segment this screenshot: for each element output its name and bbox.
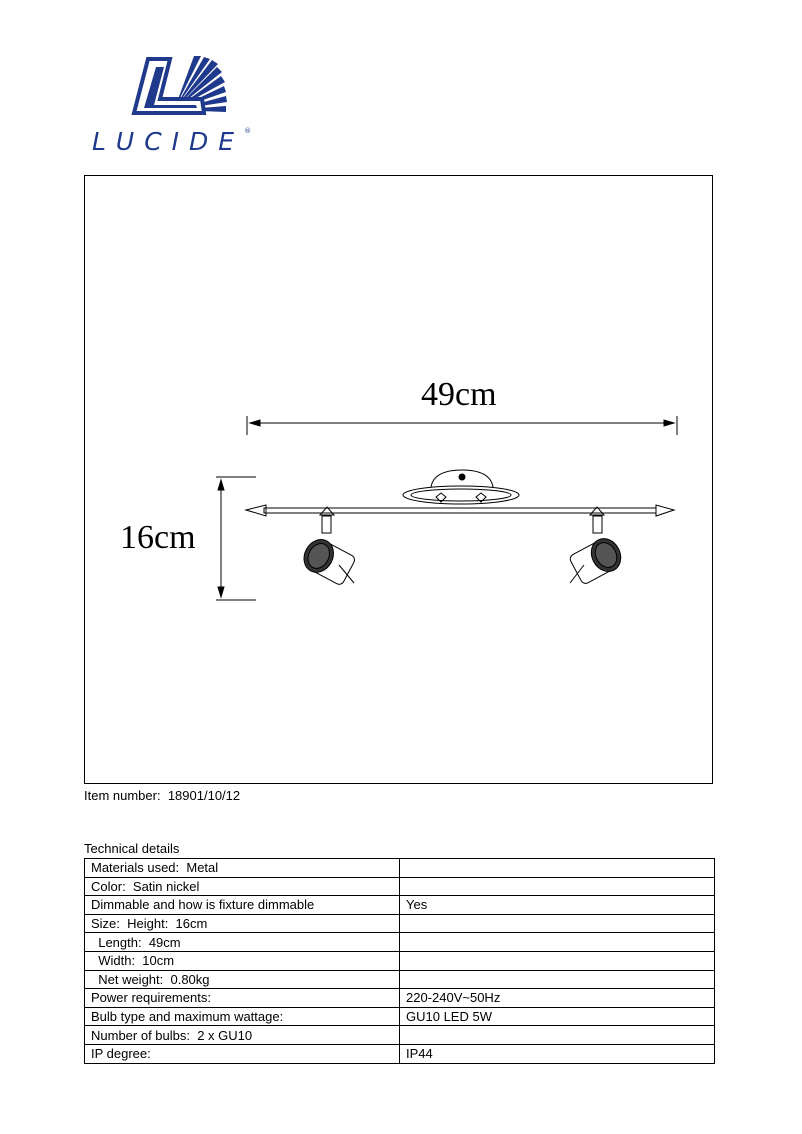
table-row [85,877,715,896]
logo-mark-icon [134,56,227,113]
item-number-label: Item number: [84,788,161,803]
width-arrow-right-icon [664,420,674,426]
height-label: 16cm [120,519,196,556]
width-arrow-left-icon [250,420,260,426]
technical-details-table [84,858,715,1064]
brand-wordmark [92,127,251,156]
item-number [84,788,240,803]
spec-key: Length: 49cm [85,933,400,952]
registered-mark: ® [244,127,252,135]
spec-key: Materials used: Metal [85,859,400,878]
spec-key: Color: Satin nickel [85,877,400,896]
spec-value [400,1026,715,1045]
spec-value [400,859,715,878]
spec-key: Dimmable and how is fixture dimmable [85,896,400,915]
spec-value [400,877,715,896]
spec-value: Yes [400,896,715,915]
technical-details-title: Technical details [84,841,180,856]
brand-name: LUCIDE [92,127,245,156]
spec-value [400,914,715,933]
height-arrow-bottom-icon [218,587,224,597]
spec-key: Power requirements: [85,989,400,1008]
table-row [85,1026,715,1045]
spec-key: IP degree: [85,1044,400,1063]
spot-right-joint [593,516,602,533]
table-row [85,859,715,878]
spot-left-joint [322,516,331,533]
bar-end-right [656,505,674,516]
spec-value: 220-240V~50Hz [400,989,715,1008]
table-row [85,970,715,989]
table-row [85,1044,715,1063]
spot-left [298,534,356,587]
item-number-value: 18901/10/12 [167,788,241,803]
height-arrow-top-icon [218,480,224,490]
table-row [85,914,715,933]
spec-key: Number of bulbs: 2 x GU10 [85,1026,400,1045]
spec-value [400,933,715,952]
spec-key: Width: 10cm [85,951,400,970]
spec-value [400,951,715,970]
spec-value: IP44 [400,1044,715,1063]
table-row [85,989,715,1008]
bar-end-left [246,505,266,516]
spec-value [400,970,715,989]
spot-right [568,533,626,586]
spec-key: Size: Height: 16cm [85,914,400,933]
product-drawing [84,175,713,784]
table-row [85,933,715,952]
spec-key: Bulb type and maximum wattage: [85,1007,400,1026]
spec-value: GU10 LED 5W [400,1007,715,1026]
spec-key: Net weight: 0.80kg [85,970,400,989]
table-row [85,951,715,970]
table-row [85,896,715,915]
width-label: 49cm [421,376,497,413]
table-row [85,1007,715,1026]
